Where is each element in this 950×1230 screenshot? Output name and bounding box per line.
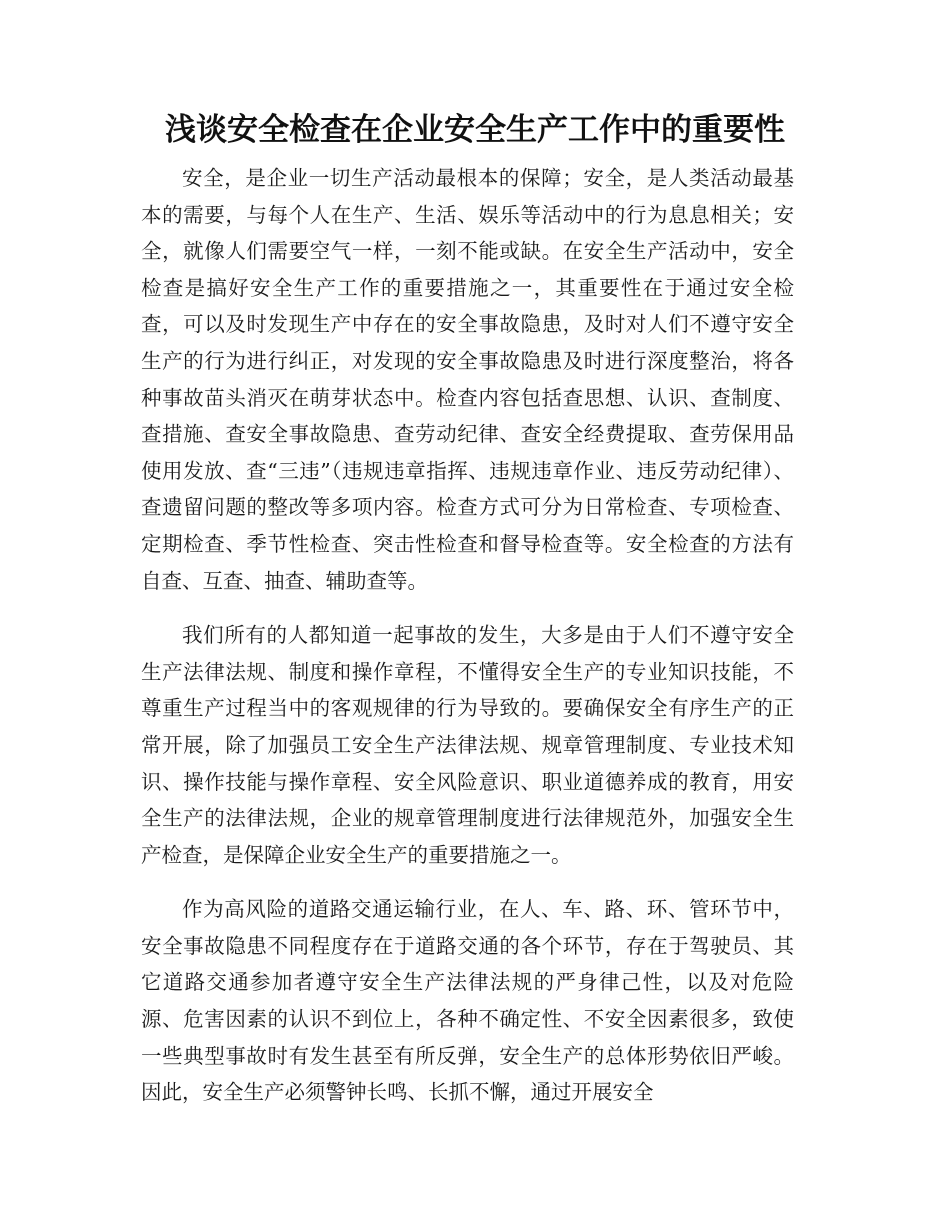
paragraph-2: 我们所有的人都知道一起事故的发生，大多是由于人们不遵守安全生产法律法规、制度和操作章程，不懂得安全生产的专业知识技能，不尊重生产过程当中的客观规律的行为导致的。要确保安全有序生产的正常开展，除了加强员工安全生产法律法规、规章管理制度、专业技术知识、操作技能与操作章程、安全风险意识、职业道德养成的教育，用安全生产的法律法规，企业的规章管理制度进行法律规范外，加强安全生产检查，是保障企业安全生产的重要措施之一。 — [141, 623, 794, 867]
document-title: 浅谈安全检查在企业安全生产工作中的重要性 — [165, 112, 785, 148]
paragraph-3: 作为高风险的道路交通运输行业，在人、车、路、环、管环节中，安全事故隐患不同程度存在于道路交通的各个环节，存在于驾驶员、其它道路交通参加者遵守安全生产法律法规的严身律己性，以及对危险源、危害因素的认识不到位上，各种不确定性、不安全因素很多，致使一些典型事故时有发生甚至有所反弹，安全生产的总体形势依旧严峻。因此，安全生产必须警钟长鸣、长抓不懈，通过开展安全 — [141, 897, 794, 1105]
document-body — [141, 160, 794, 1111]
paragraph-1: 安全，是企业一切生产活动最根本的保障；安全，是人类活动最基本的需要，与每个人在生产、生活、娱乐等活动中的行为息息相关；安全，就像人们需要空气一样，一刻不能或缺。在安全生产活动中，安全检查是搞好安全生产工作的重要措施之一，其重要性在于通过安全检查，可以及时发现生产中存在的安全事故隐患，及时对人们不遵守安全生产的行为进行纠正，对发现的安全事故隐患及时进行深度整治，将各种事故苗头消灭在萌芽状态中。检查内容包括查思想、认识、查制度、查措施、查安全事故隐患、查劳动纪律、查安全经费提取、查劳保用品使用发放、查“三违”（违规违章指挥、违规违章作业、违反劳动纪律）、查遗留问题的整改等多项内容。检查方式可分为日常检查、专项检查、定期检查、季节性检查、突击性检查和督导检查等。安全检查的方法有自查、互查、抽查、辅助查等。 — [141, 166, 794, 593]
